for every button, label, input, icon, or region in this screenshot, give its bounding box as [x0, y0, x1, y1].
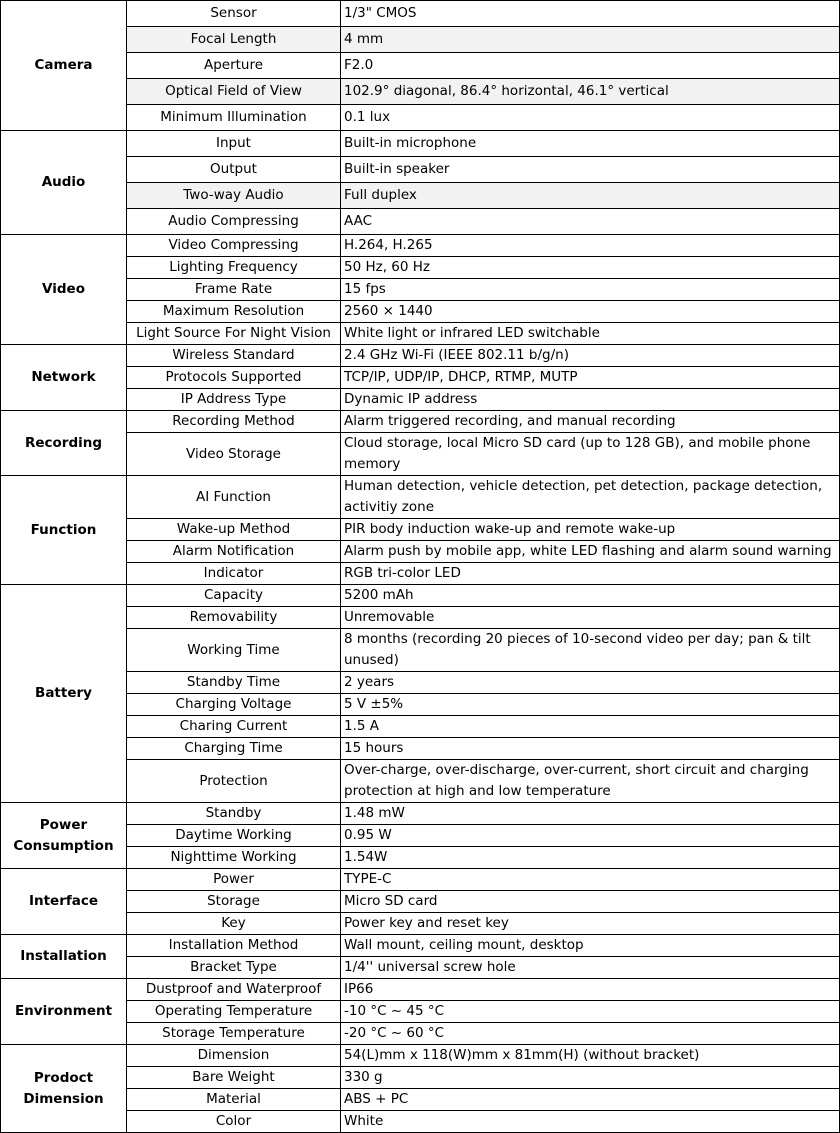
- category-camera: Camera: [1, 1, 127, 131]
- feature-label: Wake-up Method: [127, 519, 341, 541]
- feature-label: Protection: [127, 760, 341, 803]
- spec-row-operating-temperature: [1, 1001, 840, 1023]
- feature-value: Built-in microphone: [341, 131, 840, 157]
- feature-value: 2 years: [341, 672, 840, 694]
- feature-label: Material: [127, 1089, 341, 1111]
- spec-row-storage: [1, 891, 840, 913]
- feature-label: Standby Time: [127, 672, 341, 694]
- category-recording: Recording: [1, 411, 127, 476]
- feature-value: ABS + PC: [341, 1089, 840, 1111]
- spec-row-wireless-standard: [1, 345, 840, 367]
- feature-label: Bracket Type: [127, 957, 341, 979]
- feature-value: Over-charge, over-discharge, over-current, short circuit and charging protection at high and low temperature: [341, 760, 840, 803]
- category-network: Network: [1, 345, 127, 411]
- spec-row-ai-function: [1, 476, 840, 519]
- spec-row-charging-time: [1, 738, 840, 760]
- feature-value: 102.9° diagonal, 86.4° horizontal, 46.1° vertical: [341, 79, 840, 105]
- spec-row-material: [1, 1089, 840, 1111]
- feature-value: White light or infrared LED switchable: [341, 323, 840, 345]
- feature-value: TCP/IP, UDP/IP, DHCP, RTMP, MUTP: [341, 367, 840, 389]
- spec-row-video-storage: [1, 433, 840, 476]
- spec-row-working-time: [1, 629, 840, 672]
- feature-value: H.264, H.265: [341, 235, 840, 257]
- spec-row-standby-time: [1, 672, 840, 694]
- feature-label: Lighting Frequency: [127, 257, 341, 279]
- feature-label: Capacity: [127, 585, 341, 607]
- spec-row-nighttime-working: [1, 847, 840, 869]
- spec-row-charging-voltage: [1, 694, 840, 716]
- feature-label: Protocols Supported: [127, 367, 341, 389]
- feature-label: Minimum Illumination: [127, 105, 341, 131]
- feature-label: Standby: [127, 803, 341, 825]
- spec-row-ip-address-type: [1, 389, 840, 411]
- feature-label: Working Time: [127, 629, 341, 672]
- feature-label: Frame Rate: [127, 279, 341, 301]
- feature-label: Operating Temperature: [127, 1001, 341, 1023]
- spec-row-alarm-notification: [1, 541, 840, 563]
- feature-label: AI Function: [127, 476, 341, 519]
- feature-value: Cloud storage, local Micro SD card (up to 128 GB), and mobile phone memory: [341, 433, 840, 476]
- feature-label: Dustproof and Waterproof: [127, 979, 341, 1001]
- feature-value: 2560 × 1440: [341, 301, 840, 323]
- category-function: Function: [1, 476, 127, 585]
- feature-value: 5200 mAh: [341, 585, 840, 607]
- feature-value: 1.54W: [341, 847, 840, 869]
- spec-row-optical-field-of-view: [1, 79, 840, 105]
- spec-row-sensor: [1, 1, 840, 27]
- feature-label: Sensor: [127, 1, 341, 27]
- spec-row-protocols-supported: [1, 367, 840, 389]
- feature-label: Installation Method: [127, 935, 341, 957]
- feature-value: 1.5 A: [341, 716, 840, 738]
- feature-label: Output: [127, 157, 341, 183]
- feature-label: Aperture: [127, 53, 341, 79]
- feature-label: Input: [127, 131, 341, 157]
- spec-row-daytime-working: [1, 825, 840, 847]
- spec-row-key: [1, 913, 840, 935]
- feature-label: Two-way Audio: [127, 183, 341, 209]
- feature-value: Alarm triggered recording, and manual recording: [341, 411, 840, 433]
- spec-row-focal-length: [1, 27, 840, 53]
- feature-value: 0.95 W: [341, 825, 840, 847]
- spec-row-frame-rate: [1, 279, 840, 301]
- spec-row-input: [1, 131, 840, 157]
- feature-label: Charing Current: [127, 716, 341, 738]
- spec-row-aperture: [1, 53, 840, 79]
- category-prodoct-dimension: Prodoct Dimension: [1, 1045, 127, 1133]
- category-environment: Environment: [1, 979, 127, 1045]
- feature-label: Nighttime Working: [127, 847, 341, 869]
- spec-row-light-source-for-night-vision: [1, 323, 840, 345]
- spec-row-maximum-resolution: [1, 301, 840, 323]
- spec-row-charing-current: [1, 716, 840, 738]
- feature-value: 15 hours: [341, 738, 840, 760]
- spec-row-video-compressing: [1, 235, 840, 257]
- category-audio: Audio: [1, 131, 127, 235]
- feature-label: Indicator: [127, 563, 341, 585]
- spec-table-body: [1, 1, 840, 1133]
- feature-label: Dimension: [127, 1045, 341, 1067]
- feature-label: Audio Compressing: [127, 209, 341, 235]
- feature-value: White: [341, 1111, 840, 1133]
- feature-value: 0.1 lux: [341, 105, 840, 131]
- spec-row-two-way-audio: [1, 183, 840, 209]
- spec-row-bracket-type: [1, 957, 840, 979]
- spec-row-protection: [1, 760, 840, 803]
- feature-value: Unremovable: [341, 607, 840, 629]
- feature-value: 1/3" CMOS: [341, 1, 840, 27]
- feature-value: Micro SD card: [341, 891, 840, 913]
- feature-value: Human detection, vehicle detection, pet detection, package detection, activitiy zone: [341, 476, 840, 519]
- spec-row-lighting-frequency: [1, 257, 840, 279]
- category-video: Video: [1, 235, 127, 345]
- feature-label: Maximum Resolution: [127, 301, 341, 323]
- feature-value: Alarm push by mobile app, white LED flashing and alarm sound warning: [341, 541, 840, 563]
- category-interface: Interface: [1, 869, 127, 935]
- feature-value: 50 Hz, 60 Hz: [341, 257, 840, 279]
- feature-label: Daytime Working: [127, 825, 341, 847]
- feature-label: Video Storage: [127, 433, 341, 476]
- feature-value: 330 g: [341, 1067, 840, 1089]
- feature-label: Light Source For Night Vision: [127, 323, 341, 345]
- spec-row-color: [1, 1111, 840, 1133]
- feature-value: 2.4 GHz Wi-Fi (IEEE 802.11 b/g/n): [341, 345, 840, 367]
- spec-row-output: [1, 157, 840, 183]
- feature-value: Wall mount, ceiling mount, desktop: [341, 935, 840, 957]
- feature-label: Video Compressing: [127, 235, 341, 257]
- feature-label: Key: [127, 913, 341, 935]
- spec-row-standby: [1, 803, 840, 825]
- category-battery: Battery: [1, 585, 127, 803]
- feature-value: -20 °C ~ 60 °C: [341, 1023, 840, 1045]
- feature-label: Optical Field of View: [127, 79, 341, 105]
- feature-value: 15 fps: [341, 279, 840, 301]
- feature-value: RGB tri-color LED: [341, 563, 840, 585]
- spec-row-bare-weight: [1, 1067, 840, 1089]
- feature-label: Storage: [127, 891, 341, 913]
- spec-row-wake-up-method: [1, 519, 840, 541]
- feature-value: AAC: [341, 209, 840, 235]
- feature-label: Wireless Standard: [127, 345, 341, 367]
- feature-value: 1.48 mW: [341, 803, 840, 825]
- feature-value: Power key and reset key: [341, 913, 840, 935]
- spec-row-dustproof-and-waterproof: [1, 979, 840, 1001]
- feature-value: IP66: [341, 979, 840, 1001]
- feature-label: IP Address Type: [127, 389, 341, 411]
- feature-value: TYPE-C: [341, 869, 840, 891]
- feature-value: 8 months (recording 20 pieces of 10-second video per day; pan & tilt unused): [341, 629, 840, 672]
- feature-label: Bare Weight: [127, 1067, 341, 1089]
- spec-row-power: [1, 869, 840, 891]
- feature-label: Removability: [127, 607, 341, 629]
- feature-label: Color: [127, 1111, 341, 1133]
- category-installation: Installation: [1, 935, 127, 979]
- feature-value: 4 mm: [341, 27, 840, 53]
- feature-label: Focal Length: [127, 27, 341, 53]
- feature-label: Charging Time: [127, 738, 341, 760]
- spec-row-minimum-illumination: [1, 105, 840, 131]
- spec-row-recording-method: [1, 411, 840, 433]
- spec-row-audio-compressing: [1, 209, 840, 235]
- feature-label: Charging Voltage: [127, 694, 341, 716]
- feature-value: 1/4'' universal screw hole: [341, 957, 840, 979]
- feature-label: Alarm Notification: [127, 541, 341, 563]
- spec-row-indicator: [1, 563, 840, 585]
- feature-value: Built-in speaker: [341, 157, 840, 183]
- feature-value: -10 °C ~ 45 °C: [341, 1001, 840, 1023]
- spec-row-dimension: [1, 1045, 840, 1067]
- spec-row-storage-temperature: [1, 1023, 840, 1045]
- feature-value: PIR body induction wake-up and remote wake-up: [341, 519, 840, 541]
- feature-value: 5 V ±5%: [341, 694, 840, 716]
- feature-value: Dynamic IP address: [341, 389, 840, 411]
- feature-label: Recording Method: [127, 411, 341, 433]
- category-power-consumption: Power Consumption: [1, 803, 127, 869]
- feature-value: 54(L)mm x 118(W)mm x 81mm(H) (without bracket): [341, 1045, 840, 1067]
- feature-value: F2.0: [341, 53, 840, 79]
- spec-row-capacity: [1, 585, 840, 607]
- feature-label: Power: [127, 869, 341, 891]
- spec-row-removability: [1, 607, 840, 629]
- feature-label: Storage Temperature: [127, 1023, 341, 1045]
- spec-row-installation-method: [1, 935, 840, 957]
- feature-value: Full duplex: [341, 183, 840, 209]
